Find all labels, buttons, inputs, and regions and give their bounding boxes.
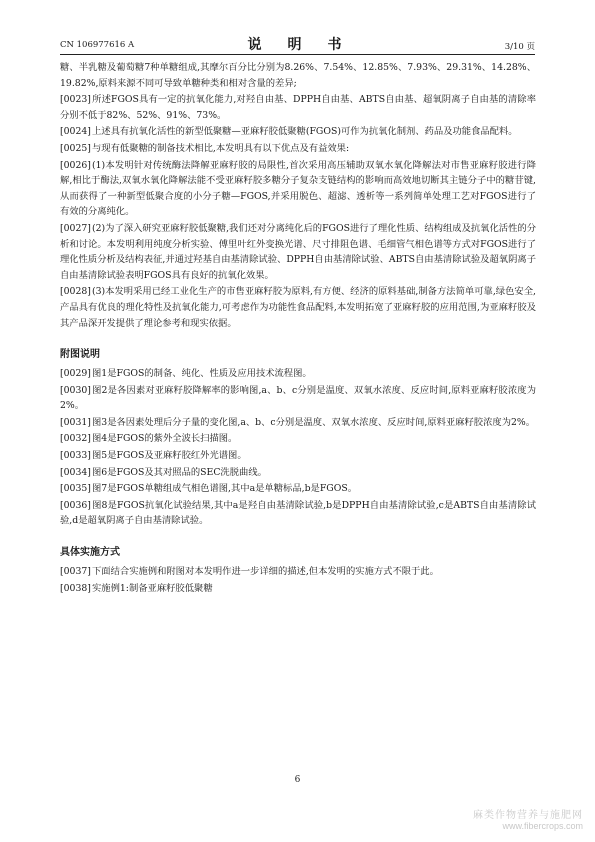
paragraph <box>60 448 536 464</box>
embodiments-description <box>60 564 536 596</box>
paragraph <box>60 498 536 529</box>
paragraph-text: (3)本发明采用已经工业化生产的市售亚麻籽胶为原料,有方便、经济的原料基础,制备方法简单可靠,绿色安全,产品具有优良的理化特性及抗氧化能力,可考虑作为功能性食品配料,本发明拓宽了亚麻籽胶的应用范围,为亚麻籽胶及其产品深开发提供了理论参考和现实依据。 <box>60 286 536 329</box>
paragraph-text: 图3是各因素处理后分子量的变化图,a、b、c分别是温度、双氧水浓度、反应时间,原料亚麻籽胶浓度为2%。 <box>92 416 536 428</box>
document-title: 说 明 书 <box>247 37 348 53</box>
paragraph <box>60 431 536 447</box>
paragraph-text: 图2是各因素对亚麻籽胶降解率的影响图,a、b、c分别是温度、双氧水浓度、反应时间,原料亚麻籽胶浓度为2%。 <box>60 384 536 412</box>
paragraph <box>60 366 536 382</box>
paragraph-number: [0023] <box>60 94 91 106</box>
paragraph-text: 下面结合实施例和附图对本发明作进一步详细的描述,但本发明的实施方式不限于此。 <box>92 566 439 578</box>
publication-number: CN 106977616 A <box>60 40 135 50</box>
section-title-embodiments: 具体实施方式 <box>60 547 120 559</box>
paragraph-text: 实施例1:制备亚麻籽胶低聚糖 <box>92 582 213 594</box>
paragraph-number: [0036] <box>60 499 91 511</box>
paragraphs-top <box>60 60 536 331</box>
watermark-site-name: 麻类作物营养与施肥网 <box>473 810 583 821</box>
paragraph-text: 图1是FGOS的制备、纯化、性质及应用技术流程图。 <box>92 368 312 380</box>
paragraph <box>60 481 536 497</box>
page-number: 6 <box>294 775 301 785</box>
paragraph <box>60 284 536 331</box>
paragraph-number: [0033] <box>60 450 91 462</box>
paragraph-number: [0038] <box>60 582 91 594</box>
paragraph-text: 与现有低聚糖的制备技术相比,本发明具有以下优点及有益效果: <box>92 142 350 154</box>
page-header <box>60 34 535 55</box>
paragraph <box>60 124 536 140</box>
paragraph-text: 图5是FGOS及亚麻籽胶红外光谱图。 <box>92 450 247 462</box>
paragraph-text: 图8是FGOS抗氧化试验结果,其中a是羟自由基清除试验,b是DPPH自由基清除试验,c是ABTS自由基清除试验,d是超氧阴离子自由基清除试验。 <box>60 499 536 527</box>
paragraph-number: [0025] <box>60 142 91 154</box>
paragraph <box>60 564 536 580</box>
page-indicator: 3/10 页 <box>504 42 535 52</box>
paragraph <box>60 158 536 220</box>
paragraph-number: [0024] <box>60 126 91 138</box>
paragraph-number: [0037] <box>60 566 91 578</box>
paragraph <box>60 383 536 414</box>
paragraph-text: 上述具有抗氧化活性的新型低聚糖—亚麻籽胶低聚糖(FGOS)可作为抗氧化制剂、药品及功能食品配料。 <box>92 126 518 138</box>
paragraph-number: [0035] <box>60 483 91 495</box>
figures-description <box>60 366 536 529</box>
paragraph <box>60 92 536 123</box>
paragraph <box>60 581 536 597</box>
paragraph <box>60 221 536 283</box>
paragraph-text: (1)本发明针对传统酶法降解亚麻籽胶的局限性,首次采用高压辅助双氧水氧化降解法对市售亚麻籽胶进行降解,相比于酶法,双氧水氧化降解法能不受亚麻籽胶多糖分子复杂支链结构的影响而高效地切断其主链分子中的糖苷键,从而获得了一种新型低聚合度的小分子糖—FGOS,并采用脱色、超滤、透析等一系列简单处理工艺对FGOS进行了有效的分离纯化。 <box>60 159 536 218</box>
paragraph <box>60 141 536 157</box>
paragraph-number: [0032] <box>60 433 91 445</box>
paragraph-continued <box>60 60 536 91</box>
paragraph-text: 图7是FGOS单糖组成气相色谱图,其中a是单糖标品,b是FGOS。 <box>92 483 357 495</box>
paragraph-number: [0029] <box>60 368 91 380</box>
paragraph-text: 所述FGOS具有一定的抗氧化能力,对羟自由基、DPPH自由基、ABTS自由基、超氧阴离子自由基的清除率分别不低于82%、52%、91%、73%。 <box>60 94 536 121</box>
paragraph-number: [0027] <box>60 222 91 234</box>
paragraph-text: 图4是FGOS的紫外全波长扫描图。 <box>92 433 238 445</box>
paragraph-text: (2)为了深入研究亚麻籽胶低聚糖,我们还对分离纯化后的FGOS进行了理化性质、结构组成及抗氧化活性的分析和讨论。本发明利用纯度分析实验、傅里叶红外变换光谱、尺寸排阻色谱、毛细管气相色谱等方式对FGOS进行了理化性质分析及结构表征,并通过羟基自由基清除试验、DPPH自由基清除试验、ABTS自由基清除试验及超氧阴离子自由基清除试验表明FGOS具有良好的抗氧化效果。 <box>60 222 536 281</box>
paragraph-text: 糖、半乳糖及葡萄糖7种单糖组成,其摩尔百分比分别为8.26%、7.54%、12.85%、7.93%、29.31%、14.28%、19.82%,原料来源不同可导致单糖种类和相对含量的差异; <box>60 62 536 89</box>
paragraph-number: [0034] <box>60 466 91 478</box>
site-watermark <box>473 810 583 832</box>
paragraph <box>60 465 536 481</box>
paragraph-number: [0031] <box>60 416 91 428</box>
paragraph-number: [0030] <box>60 384 91 396</box>
watermark-url: www.fibercrops.com <box>502 821 583 831</box>
paragraph-number: [0026] <box>60 159 91 171</box>
paragraph-number: [0028] <box>60 286 91 298</box>
paragraph-text: 图6是FGOS及其对照品的SEC洗脱曲线。 <box>92 466 267 478</box>
paragraph <box>60 415 536 431</box>
document-body <box>60 60 536 597</box>
section-title-figures: 附图说明 <box>60 349 100 361</box>
